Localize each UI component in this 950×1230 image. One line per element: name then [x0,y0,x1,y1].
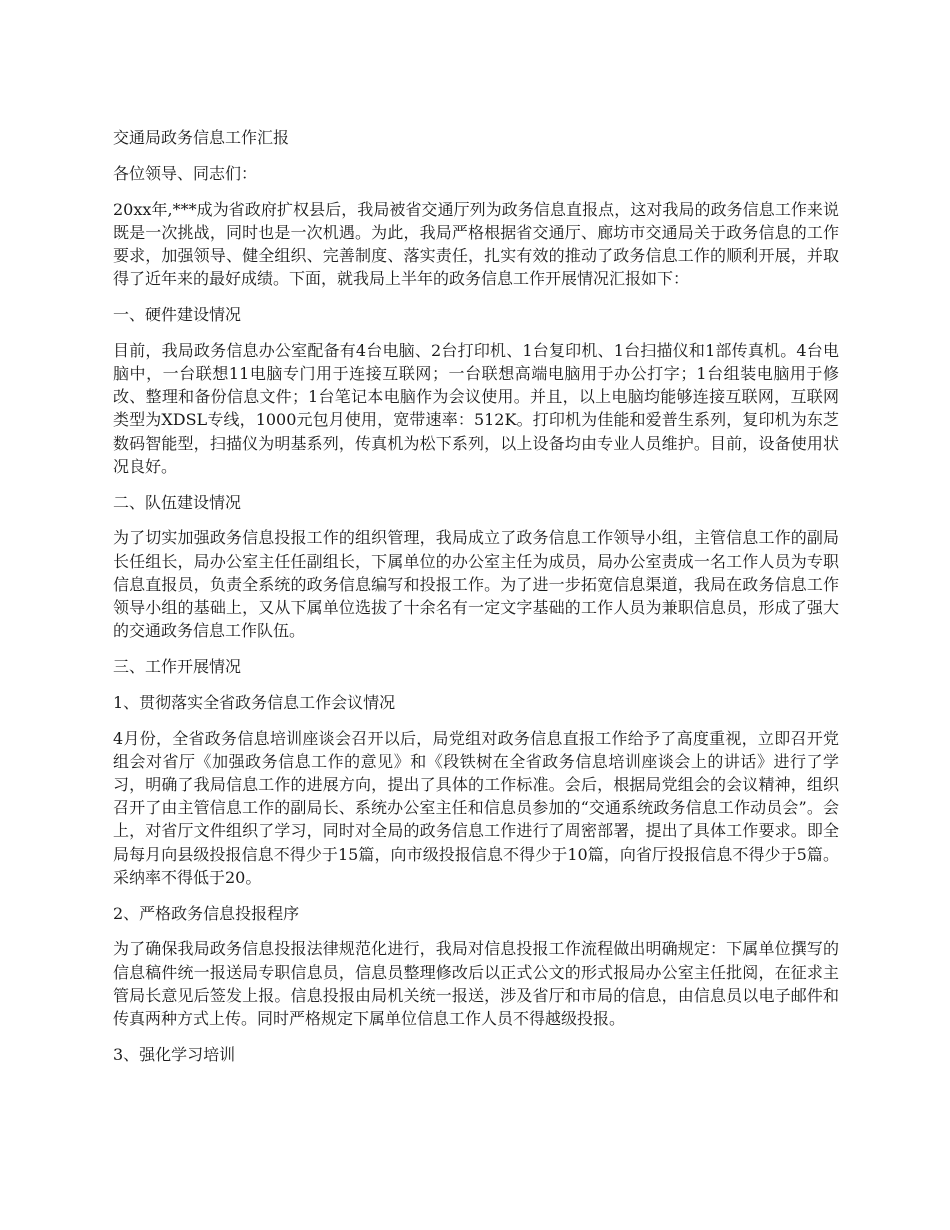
team-paragraph: 为了切实加强政务信息投报工作的组织管理，我局成立了政务信息工作领导小组，主管信息工作的副局长任组长，局办公室主任任副组长，下属单位的办公室主任为成员，局办公室责成一名工作人员为专职信息直报员，负责全系统的政务信息编写和投报工作。为了进一步拓宽信息渠道，我局在政务信息工作领导小组的基础上，又从下属单位选拔了十余名有一定文字基础的工作人员为兼职信息员，形成了强大的交通政务信息工作队伍。 [113,528,839,641]
hardware-paragraph: 目前，我局政务信息办公室配备有4台电脑、2台打印机、1台复印机、1台扫描仪和1部传真机。4台电脑中，一台联想11电脑专门用于连接互联网；一台联想高端电脑用于办公打字；1台组装电脑用于修改、整理和备份信息文件；1台笔记本电脑作为会议使用。并且，以上电脑均能够连接互联网，互联网类型为XDSL专线，1000元包月使用，宽带速率：512K。打印机为佳能和爱普生系列，复印机为东芝数码智能型，扫描仪为明基系列，传真机为松下系列，以上设备均由专业人员维护。目前，设备使用状况良好。 [113,340,839,476]
intro-paragraph: 20xx年,***成为省政府扩权县后，我局被省交通厅列为政务信息直报点，这对我局的政务信息工作来说既是一次挑战，同时也是一次机遇。为此，我局严格根据省交通厅、廊坊市交通局关于政务信息的工作要求，加强领导、健全组织、完善制度、落实责任，扎实有效的推动了政务信息工作的顺利开展，并取得了近年来的最好成绩。下面，就我局上半年的政务信息工作开展情况汇报如下： [113,199,839,289]
meeting-paragraph: 4月份，全省政务信息培训座谈会召开以后，局党组对政务信息直报工作给予了高度重视，立即召开党组会对省厅《加强政务信息工作的意见》和《段铁树在全省政务信息培训座谈会上的讲话》进行了学习，明确了我局信息工作的进展方向，提出了具体的工作标准。会后，根据局党组会的会议精神，组织召开了由主管信息工作的副局长、系统办公室主任和信息员参加的“交通系统政务信息工作动员会”。会上，对省厅文件组织了学习，同时对全局的政务信息工作进行了周密部署，提出了具体工作要求。即全局每月向县级投报信息不得少于15篇，向市级投报信息不得少于10篇，向省厅投报信息不得少于5篇。采纳率不得低于20。 [113,728,839,887]
subheading-procedure: 2、严格政务信息投报程序 [113,903,300,923]
document-title: 交通局政务信息工作汇报 [113,128,290,147]
section-heading-hardware: 一、硬件建设情况 [113,305,242,324]
salutation: 各位领导、同志们： [113,163,258,183]
section-heading-team: 二、队伍建设情况 [113,492,242,512]
subheading-training: 3、强化学习培训 [113,1044,236,1064]
subheading-meeting: 1、贯彻落实全省政务信息工作会议情况 [113,692,396,712]
section-heading-work: 三、工作开展情况 [113,657,242,677]
document-body [113,126,839,1079]
procedure-paragraph: 为了确保我局政务信息投报法律规范化进行，我局对信息投报工作流程做出明确规定：下属单位撰写的信息稿件统一报送局专职信息员，信息员整理修改后以正式公文的形式报局办公室主任批阅，在征求主管局长意见后签发上报。信息投报由局机关统一报送，涉及省厅和市局的信息，由信息员以电子邮件和传真两种方式上传。同时严格规定下属单位信息工作人员不得越级投报。 [113,939,839,1029]
